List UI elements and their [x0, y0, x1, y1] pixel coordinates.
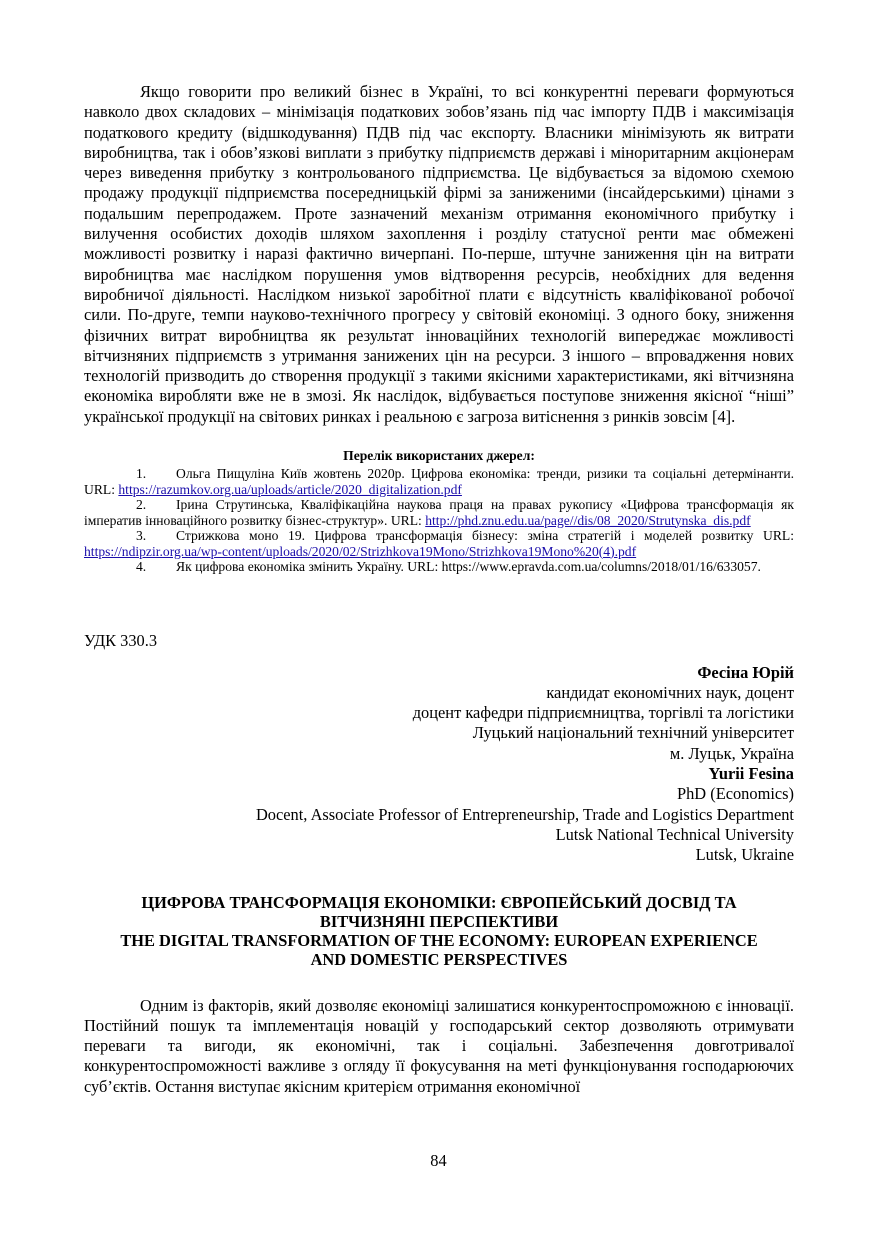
page-number: 84: [430, 1151, 447, 1170]
reference-number: 3.: [136, 528, 147, 544]
reference-item: [84, 559, 794, 575]
reference-text: Стрижкова моно 19. Цифрова трансформація бізнесу: зміна стратегій і моделей розвитку URL:: [176, 528, 794, 544]
author-name-en: Yurii Fesina: [708, 764, 794, 784]
reference-url-text: https://www.epravda.com.ua/columns/2018/01/16/633057.: [441, 559, 761, 575]
article-title-en-line1: THE DIGITAL TRANSFORMATION OF THE ECONOMY: EUROPEAN EXPERIENCE: [120, 930, 758, 950]
reference-number: 4.: [136, 559, 147, 575]
reference-item: [84, 466, 794, 497]
article-title-ua-line1: ЦИФРОВА ТРАНСФОРМАЦІЯ ЕКОНОМІКИ: ЄВРОПЕЙСЬКИЙ ДОСВІД ТА: [141, 892, 737, 912]
author-city-en: Lutsk, Ukraine: [695, 845, 794, 865]
body-paragraph: Одним із факторів, який дозволяє економіці залишатися конкурентоспроможною є інновації. Постійний пошук та імплементація новацій у господарський сектор дозволяють отримувати переваги та вигоди, як економічні, так і соціальні. Забезпечення довготривалої конкурентоспроможності важливе з огляду її фокусування на меті функціонування господарюючих суб’єктів. Остання виступає якісним критерієм отримання економічної: [84, 995, 794, 1096]
article-title-ua-line2: ВІТЧИЗНЯНІ ПЕРСПЕКТИВИ: [319, 911, 559, 931]
reference-number: 1.: [136, 466, 147, 482]
author-degree-ua: кандидат економічних наук, доцент: [546, 682, 794, 702]
author-position-ua: доцент кафедри підприємництва, торгівлі та логістики: [412, 703, 794, 723]
reference-item: [84, 497, 794, 528]
author-degree-en: PhD (Economics): [677, 784, 794, 804]
author-name-ua: Фесіна Юрій: [697, 662, 794, 682]
reference-text: Ольга Пищуліна Київ жовтень 2020р. Цифрова економіка: тренди, ризики та соціальні детермінанти. URL:: [84, 466, 794, 497]
reference-link[interactable]: https://razumkov.org.ua/uploads/article/2020_digitalization.pdf: [118, 481, 462, 497]
references-title: Перелік використаних джерел:: [343, 448, 535, 464]
references-list: [84, 466, 794, 575]
reference-link[interactable]: https://ndipzir.org.ua/wp-content/uploads/2020/02/Strizhkova19Mono/Strizhkova19Mono%20(4).pdf: [84, 543, 637, 559]
article-title: [84, 893, 794, 969]
author-university-ua: Луцький національний технічний університет: [472, 723, 794, 743]
author-university-en: Lutsk National Technical University: [555, 824, 794, 844]
reference-text: Як цифрова економіка змінить Україну. URL:: [176, 559, 442, 575]
document-page: [84, 82, 794, 1097]
intro-paragraph: Якщо говорити про великий бізнес в Україні, то всі конкурентні переваги формуються навколо двох складових – мінімізація податкових зобов’язань під час імпорту ПДВ і максимізація податкового кредиту (відшкодування) ПДВ під час експорту. Власники мінімізують як витрати виробництва, так і обов’язкові виплати з прибутку підприємств державі і міноритарним акціонерам через виведення прибутку з контрольованого підприємства. Це відбувається за відомою схемою продажу продукції підприємства посередницькій фірмі за заниженими (інсайдерськими) цінами з подальшим перепродажем. Проте зазначений механізм отримання економічного прибутку і вилучення особистих доходів шляхом захоплення і розділу статусної ренти має обмежені можливості розвитку і наразі фактично вичерпані. По-перше, штучне заниження цін на витрати виробництва має наслідком порушення умов відтворення ресурсів, необхідних для ведення виробничої діяльності. Наслідком низької заробітної плати є відсутність кваліфікованої робочої сили. По-друге, темпи науково-технічного прогресу у світовій економіці. З одного боку, зниження фізичних витрат виробництва як результат інноваційних технологій випереджає можливості вітчизняних підприємств з утримання занижених цін на ресурси. З іншого – впровадження нових технологій призводить до створення продукції з такими якісними характеристиками, які вітчизняна економіка виробляти вже не в змозі. Як наслідок, відбувається поступове зниження якісної “ніші” української продукції на світових ринках і реальною є загроза витіснення з ринків зовсім [4].: [84, 82, 794, 426]
udk-code: УДК 330.3: [84, 630, 158, 650]
author-position-en: Docent, Associate Professor of Entrepreneurship, Trade and Logistics Department: [255, 804, 794, 824]
author-city-ua: м. Луцьк, Україна: [669, 743, 794, 763]
reference-number: 2.: [136, 497, 147, 513]
reference-item: [84, 528, 794, 559]
reference-text: Ірина Струтинська, Кваліфікаційна наукова праця на правах рукопису «Цифрова трансформація як імператив інноваційного розвитку бізнес-структур». URL:: [84, 497, 794, 528]
reference-link[interactable]: http://phd.znu.edu.ua/page//dis/08_2020/Strutynska_dis.pdf: [425, 512, 751, 528]
article-title-en-line2: AND DOMESTIC PERSPECTIVES: [310, 949, 568, 969]
author-block: [84, 663, 794, 866]
